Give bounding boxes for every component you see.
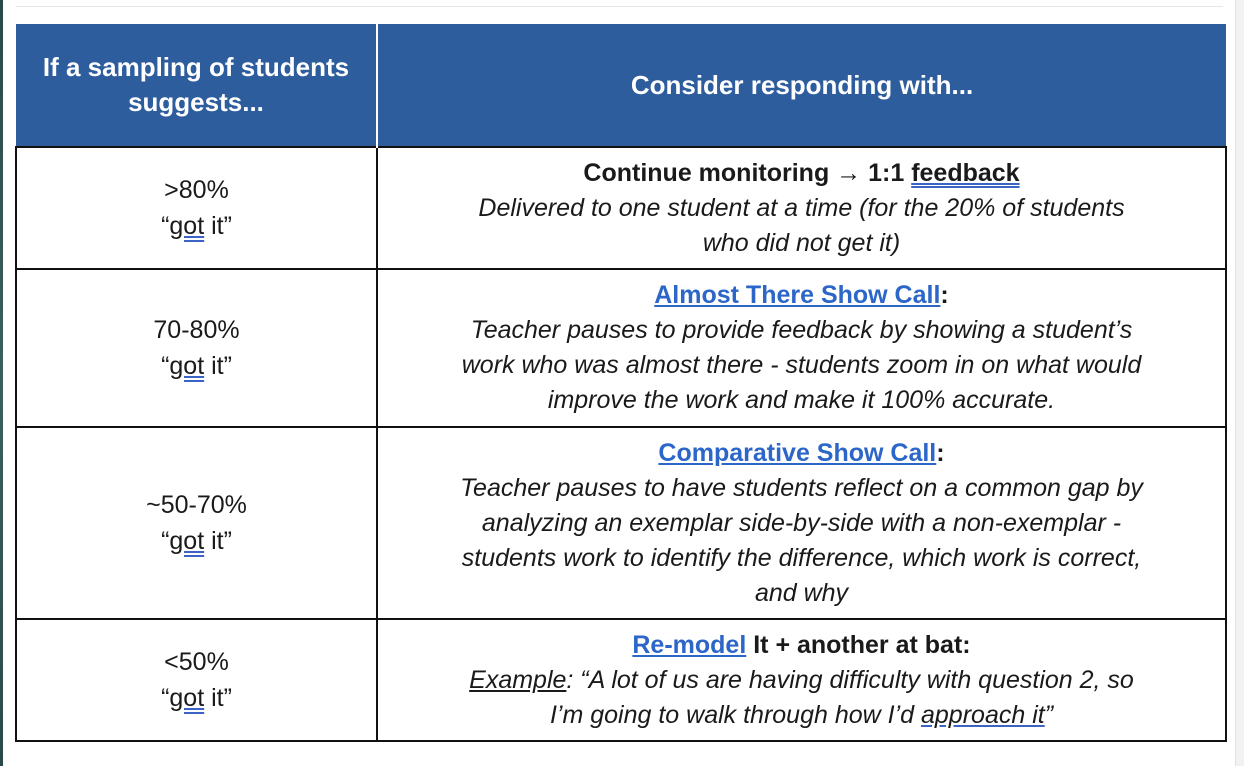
- response-cell: [377, 427, 1226, 619]
- got-word: got: [169, 212, 205, 240]
- condition-got-it: “got it”: [161, 527, 232, 555]
- condition-got-it: “got it”: [161, 352, 232, 380]
- response-desc-line: Delivered to one student at a time (for the 20% of students: [478, 193, 1125, 222]
- condition-percent: 70-80%: [153, 316, 240, 344]
- response-cell: [377, 619, 1226, 741]
- condition-cell: [16, 269, 377, 427]
- response-desc-line: students work to identify the difference, which work is correct,: [461, 543, 1142, 572]
- table-row: [16, 269, 1226, 427]
- condition-cell: [16, 427, 377, 619]
- response-desc-line: analyzing an exemplar side-by-side with a non-exemplar -: [481, 508, 1122, 537]
- response-title: Continue monitoring → 1:1 feedback: [583, 158, 1020, 187]
- condition-cell: [16, 619, 377, 741]
- header-row: [16, 24, 1226, 147]
- right-scroll-edge: [1235, 0, 1244, 766]
- left-window-edge: [0, 0, 3, 766]
- condition-got-it: “got it”: [161, 684, 232, 712]
- table-row: [16, 147, 1226, 269]
- condition-cell: [16, 147, 377, 269]
- response-table: [15, 24, 1227, 742]
- response-desc-line: Teacher pauses to provide feedback by showing a student’s: [470, 316, 1133, 344]
- response-desc-line: Teacher pauses to have students reflect on a common gap by: [460, 473, 1143, 502]
- condition-percent: >80%: [164, 176, 229, 204]
- header-condition-line2: suggests...: [128, 87, 264, 117]
- response-desc-line: improve the work and make it 100% accurate.: [547, 386, 1056, 414]
- comparative-show-call-link[interactable]: Comparative Show Call: [658, 438, 937, 467]
- example-line: Example: “A lot of us are having difficulty with question 2, so: [469, 665, 1134, 694]
- got-word: got: [169, 527, 205, 555]
- condition-got-it: “got it”: [161, 212, 232, 240]
- condition-percent: <50%: [164, 648, 229, 676]
- example-line: I’m going to walk through how I’d approach it”: [549, 700, 1054, 729]
- header-condition-line1: If a sampling of students: [42, 52, 350, 82]
- re-model-link[interactable]: Re-model: [632, 630, 747, 659]
- feedback-link[interactable]: feedback: [911, 158, 1020, 187]
- response-desc-line: and why: [754, 578, 849, 607]
- response-title: Almost There Show Call:: [654, 281, 949, 309]
- condition-percent: ~50-70%: [146, 491, 247, 519]
- response-title: Comparative Show Call:: [658, 438, 945, 467]
- got-word: got: [169, 352, 205, 380]
- table-row: [16, 427, 1226, 619]
- table-row: [16, 619, 1226, 741]
- example-label: Example: [469, 665, 567, 694]
- response-desc-line: who did not get it): [702, 228, 901, 257]
- top-divider: [16, 6, 1223, 7]
- header-response: Consider responding with...: [377, 24, 1226, 147]
- response-cell: [377, 269, 1226, 427]
- header-condition: [16, 24, 377, 147]
- response-desc-line: work who was almost there - students zoom in on what would: [461, 351, 1142, 379]
- got-word: got: [169, 684, 205, 712]
- almost-there-show-call-link[interactable]: Almost There Show Call: [654, 281, 941, 309]
- response-cell: [377, 147, 1226, 269]
- response-title: Re-model It + another at bat:: [632, 630, 971, 659]
- approach-it-link: approach it: [921, 700, 1045, 729]
